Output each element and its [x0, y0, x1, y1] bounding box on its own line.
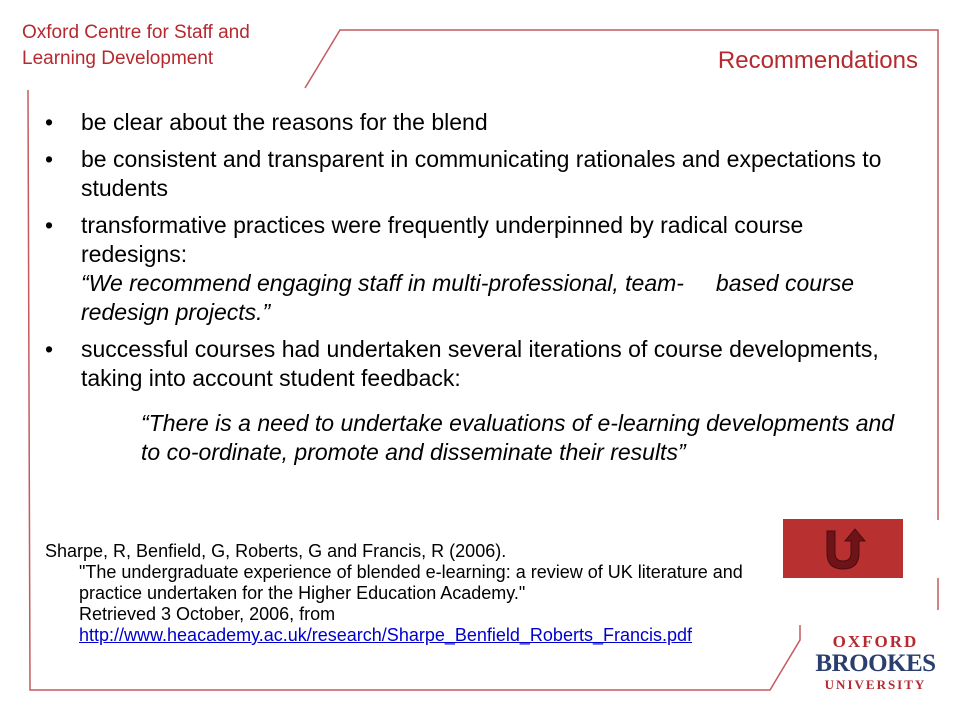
- oxford-brookes-logo: [813, 633, 938, 692]
- bullet-list: [45, 108, 905, 475]
- bullet-text: be clear about the reasons for the blend: [81, 109, 488, 135]
- logo-line-university: UNIVERSITY: [824, 677, 927, 692]
- bullet-item: [45, 211, 905, 327]
- reference-title: "The undergraduate experience of blended e-learning: a review of UK literature and practice undertaken for the Higher Education Academy.": [79, 562, 743, 603]
- bullet-text: successful courses had undertaken several iterations of course developments, taking into account student feedback:: [81, 336, 879, 391]
- bullet-quote: “There is a need to undertake evaluations of e-learning developments and to co-ordinate, promote and disseminate their results”: [141, 410, 895, 465]
- bullet-item: [45, 335, 905, 467]
- bullet-quote: “We recommend engaging staff in multi-professional, team- based course redesign projects.”: [81, 270, 861, 325]
- return-u-arrow-icon: [783, 519, 903, 578]
- bullet-dot: •: [45, 109, 54, 135]
- organization-line-2: Learning Development: [22, 48, 214, 69]
- reference-citation: [45, 541, 805, 646]
- reference-authors: Sharpe, R, Benfield, G, Roberts, G and Francis, R (2006).: [45, 541, 507, 561]
- slide-title: Recommendations: [717, 47, 918, 74]
- reference-body: [45, 562, 805, 646]
- bullet-dot: •: [45, 336, 54, 362]
- organization-line-1: Oxford Centre for Staff and: [22, 22, 250, 43]
- bullet-dot: •: [45, 146, 54, 172]
- bullet-dot: •: [45, 212, 54, 238]
- logo-line-oxford: OXFORD: [832, 632, 919, 651]
- return-button[interactable]: [783, 519, 903, 578]
- bullet-text: be consistent and transparent in communicating rationales and expectations to students: [81, 146, 882, 201]
- reference-link[interactable]: http://www.heacademy.ac.uk/research/Sharpe_Benfield_Roberts_Francis.pdf: [79, 625, 692, 645]
- reference-retrieved: Retrieved 3 October, 2006, from: [79, 604, 336, 624]
- organization-name: [22, 20, 322, 72]
- bullet-item: [45, 145, 905, 203]
- logo-line-brookes: BROOKES: [815, 650, 936, 677]
- bullet-item: [45, 108, 905, 137]
- bullet-text: transformative practices were frequently underpinned by radical course redesigns:: [81, 212, 804, 267]
